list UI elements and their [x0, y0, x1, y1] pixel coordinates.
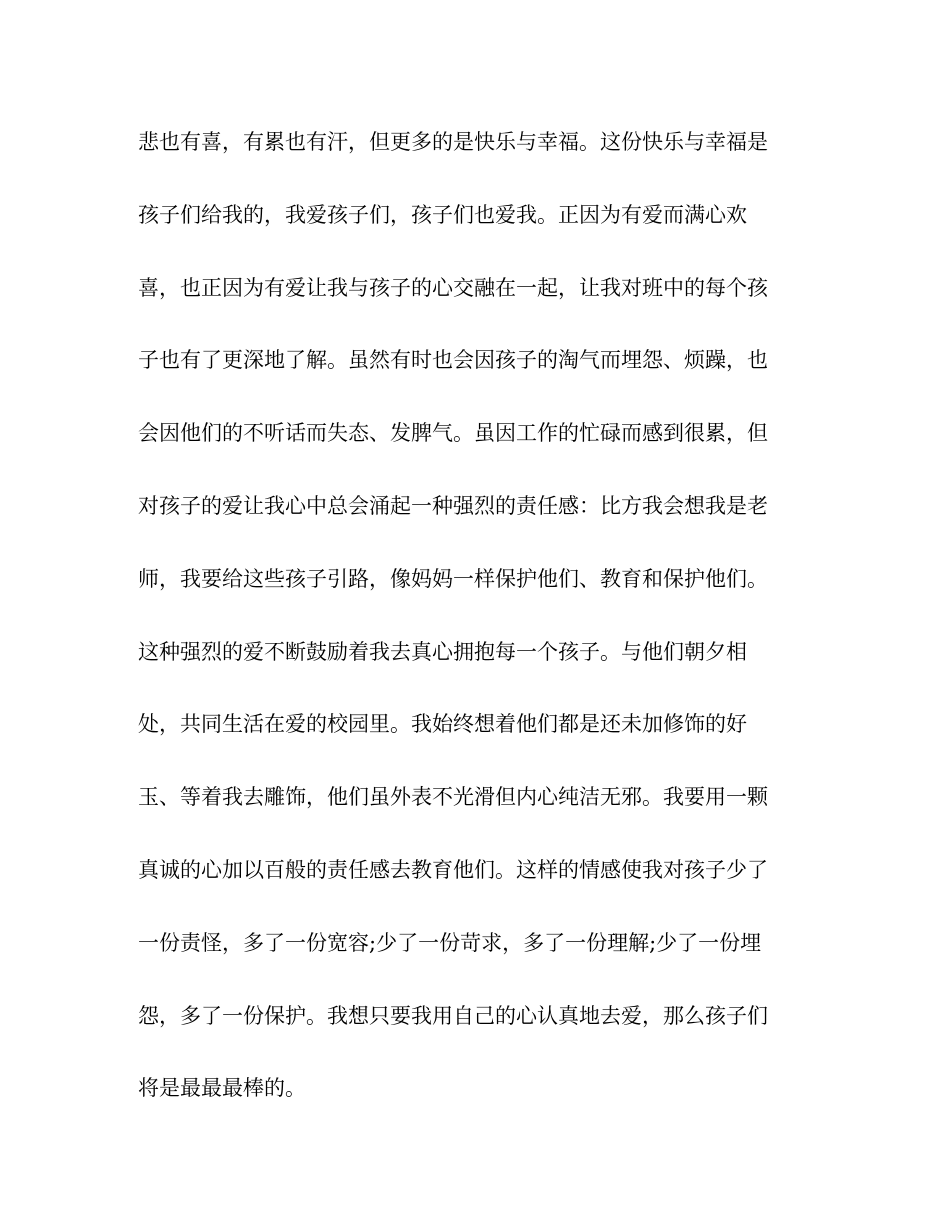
- paragraph-line: 怨，多了一份保护。我想只要我用自己的心认真地去爱，那么孩子们: [138, 1003, 768, 1028]
- paragraph-line: 喜，也正因为有爱让我与孩子的心交融在一起，让我对班中的每个孩: [138, 275, 768, 300]
- paragraph-line: 将是最最最棒的。: [138, 1076, 306, 1101]
- paragraph-line: 师，我要给这些孩子引路，像妈妈一样保护他们、教育和保护他们。: [138, 566, 768, 591]
- paragraph-line: 对孩子的爱让我心中总会涌起一种强烈的责任感：比方我会想我是老: [138, 493, 768, 518]
- paragraph-line: 处，共同生活在爱的校园里。我始终想着他们都是还未加修饰的好: [138, 712, 747, 737]
- paragraph-line: 孩子们给我的，我爱孩子们，孩子们也爱我。正因为有爱而满心欢: [138, 202, 747, 227]
- paragraph-line: 这种强烈的爱不断鼓励着我去真心拥抱每一个孩子。与他们朝夕相: [138, 639, 747, 664]
- body-paragraph: [138, 120, 818, 1139]
- paragraph-line: 真诚的心加以百般的责任感去教育他们。这样的情感使我对孩子少了: [138, 857, 768, 882]
- paragraph-line: 子也有了更深地了解。虽然有时也会因孩子的淘气而埋怨、烦躁，也: [138, 348, 768, 373]
- paragraph-line: 悲也有喜，有累也有汗，但更多的是快乐与幸福。这份快乐与幸福是: [138, 130, 768, 154]
- paragraph-line: 会因他们的不听话而失态、发脾气。虽因工作的忙碌而感到很累，但: [138, 421, 768, 446]
- paragraph-line: 玉、等着我去雕饰，他们虽外表不光滑但内心纯洁无邪。我要用一颗: [138, 785, 768, 810]
- paragraph-line: 一份责怪，多了一份宽容;少了一份苛求，多了一份理解;少了一份埋: [138, 930, 762, 955]
